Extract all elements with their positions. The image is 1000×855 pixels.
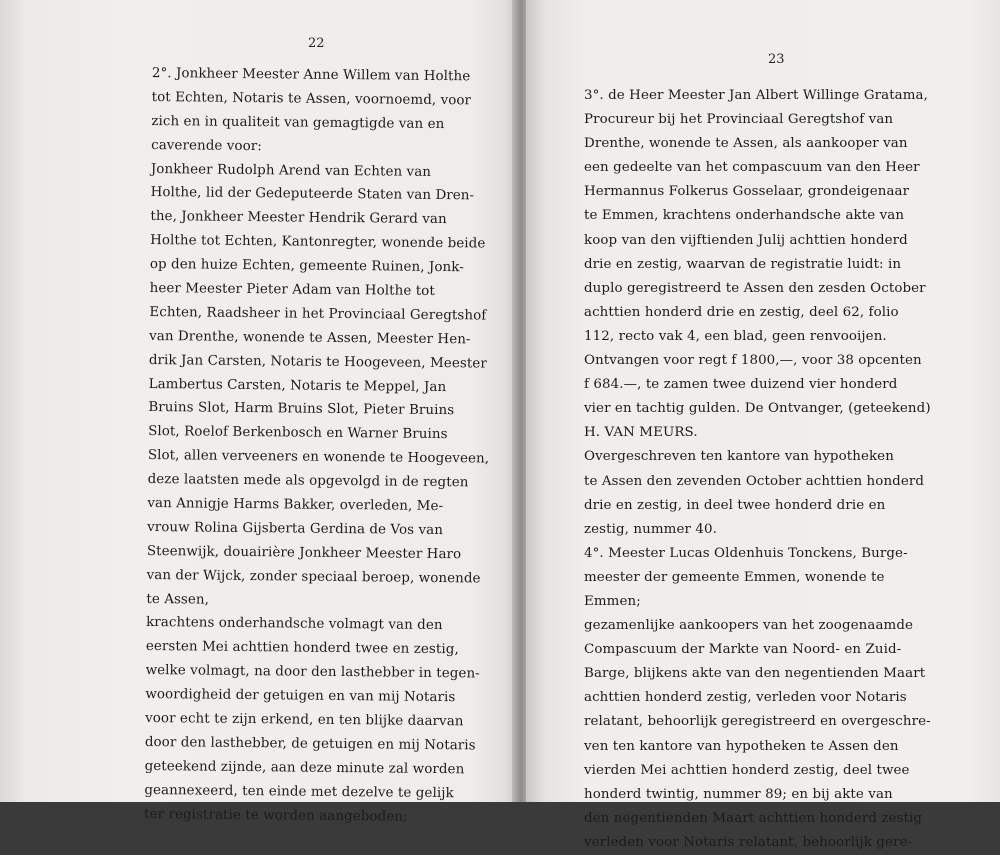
text-line: heer Meester Pieter Adam van Holthe tot (149, 281, 435, 299)
text-line: vrouw Rolina Gijsberta Gerdina de Vos van (147, 519, 444, 538)
text-line: Slot, Roelof Berkenbosch en Warner Bruins (148, 424, 448, 443)
text-line: relatant, behoorlijk geregistreerd en overgeschre- (584, 714, 931, 730)
text-line: geannexeerd, ten einde met dezelve te gelijk (144, 782, 454, 801)
text-line: H. VAN MEURS. (584, 425, 698, 441)
text-line: 3°. de Heer Meester Jan Albert Willinge Gratama, (584, 88, 928, 103)
text-line: Slot, allen verveeners en wonende te Hoogeveen, (147, 448, 490, 467)
text-line: caverende voor: (151, 137, 262, 154)
text-line: eersten Mei achttien honderd twee en zestig, (145, 639, 459, 658)
text-line: door den lasthebber, de getuigen en mij Notaris (144, 734, 476, 754)
text-line: op den huize Echten, gemeente Ruinen, Jonk- (149, 257, 464, 276)
text-line: geteekend zijnde, aan deze minute zal worden (144, 758, 465, 778)
text-line: drie en zestig, in deel twee honderd drie en (584, 497, 886, 513)
text-line: krachtens onderhandsche volmagt van den (146, 615, 443, 634)
text-line: zestig, nummer 40. (584, 521, 717, 537)
text-line: Compascuum der Markte van Noord- en Zuid- (584, 642, 902, 658)
text-line: van der Wijck, zonder speciaal beroep, wonende (146, 567, 481, 587)
left-page-text (144, 62, 490, 830)
text-line: verleden voor Notaris relatant, behoorlijk gere- (584, 834, 913, 850)
text-line: van Annigje Harms Bakker, overleden, Me- (147, 496, 444, 515)
text-line: te Assen, (146, 591, 210, 608)
text-line: Steenwijk, douairière Jonkheer Meester Haro (146, 543, 462, 563)
text-line: drik Jan Carsten, Notaris te Hoogeveen, Meester (148, 352, 487, 372)
text-line: Emmen; (584, 593, 641, 609)
text-line: Bruins Slot, Harm Bruins Slot, Pieter Bruins (148, 400, 455, 419)
text-line: 2°. Jonkheer Meester Anne Willem van Holthe (151, 65, 471, 85)
text-line: vierden Mei achttien honderd zestig, deel twee (584, 762, 910, 778)
text-line: van Drenthe, wonende te Assen, Meester Hen- (149, 328, 471, 348)
text-line: koop van den vijftienden Julij achttien honderd (584, 232, 908, 248)
text-line: Ontvangen voor regt f 1800,—, voor 38 opcenten (584, 353, 922, 369)
text-line: Barge, blijkens akte van den negentienden Maart (584, 666, 926, 682)
left-page-number: 22 (308, 36, 325, 51)
text-line: den negentienden Maart achttien honderd zestig (584, 810, 923, 826)
text-line: deze laatsten mede als opgevolgd in de regten (147, 472, 469, 491)
text-line: 112, recto vak 4, een blad, geen renvooijen. (584, 328, 887, 344)
text-line: Drenthe, wonende te Assen, als aankooper van (584, 136, 908, 152)
text-line: meester der gemeente Emmen, wonende te (584, 569, 885, 585)
left-page (0, 0, 518, 825)
text-line: zich en in qualiteit van gemagtigde van en (151, 113, 445, 132)
text-line: f 684.—, te zamen twee duizend vier honderd (584, 377, 898, 393)
text-line: 4°. Meester Lucas Oldenhuis Tonckens, Burge- (584, 545, 908, 561)
text-line: Echten, Raadsheer in het Provinciaal Geregtshof (149, 304, 487, 324)
text-line: Jonkheer Rudolph Arend van Echten van (150, 161, 432, 180)
text-line: ter registratie te worden aangeboden; (144, 806, 408, 825)
text-line: welke volmagt, na door den lasthebber in tegen- (145, 663, 480, 682)
text-line: Lambertus Carsten, Notaris te Meppel, Jan (148, 376, 447, 395)
text-line: te Emmen, krachtens onderhandsche akte van (584, 208, 905, 224)
text-line: Procureur bij het Provinciaal Geregtshof van (584, 112, 894, 128)
right-page-text (584, 84, 968, 855)
text-line: te Assen den zevenden October achttien honderd (584, 473, 925, 489)
right-page-number: 23 (768, 52, 785, 67)
text-line: the, Jonkheer Meester Hendrik Gerard van (150, 209, 447, 228)
text-line: voor echt te zijn erkend, en ten blijke daarvan (145, 711, 464, 730)
text-line: duplo geregistreerd te Assen den zesden October (584, 280, 926, 296)
text-line: vier en tachtig gulden. De Ontvanger, (geteekend) (584, 401, 931, 417)
text-line: honderd twintig, nummer 89; en bij akte van (584, 786, 893, 802)
text-line: Holthe, lid der Gedeputeerde Staten van Dren- (150, 185, 475, 204)
text-line: gezamenlijke aankoopers van het zoogenaamde (584, 618, 914, 634)
text-line: Overgeschreven ten kantore van hypotheken (584, 449, 894, 465)
text-line: achttien honderd zestig, verleden voor Notaris (584, 690, 907, 706)
text-line: Holthe tot Echten, Kantonregter, wonende beide (150, 233, 486, 252)
text-line: een gedeelte van het compascuum van den Heer (584, 160, 920, 176)
text-line: ven ten kantore van hypotheken te Assen den (584, 738, 899, 754)
text-line: drie en zestig, waarvan de registratie luidt: in (584, 256, 902, 272)
text-line: Hermannus Folkerus Gosselaar, grondeigenaar (584, 184, 910, 200)
text-line: tot Echten, Notaris te Assen, voornoemd, voor (151, 89, 472, 109)
right-page (526, 0, 1000, 850)
text-line: achttien honderd drie en zestig, deel 62, folio (584, 304, 899, 320)
text-line: woordigheid der getuigen en van mij Notaris (145, 687, 456, 706)
